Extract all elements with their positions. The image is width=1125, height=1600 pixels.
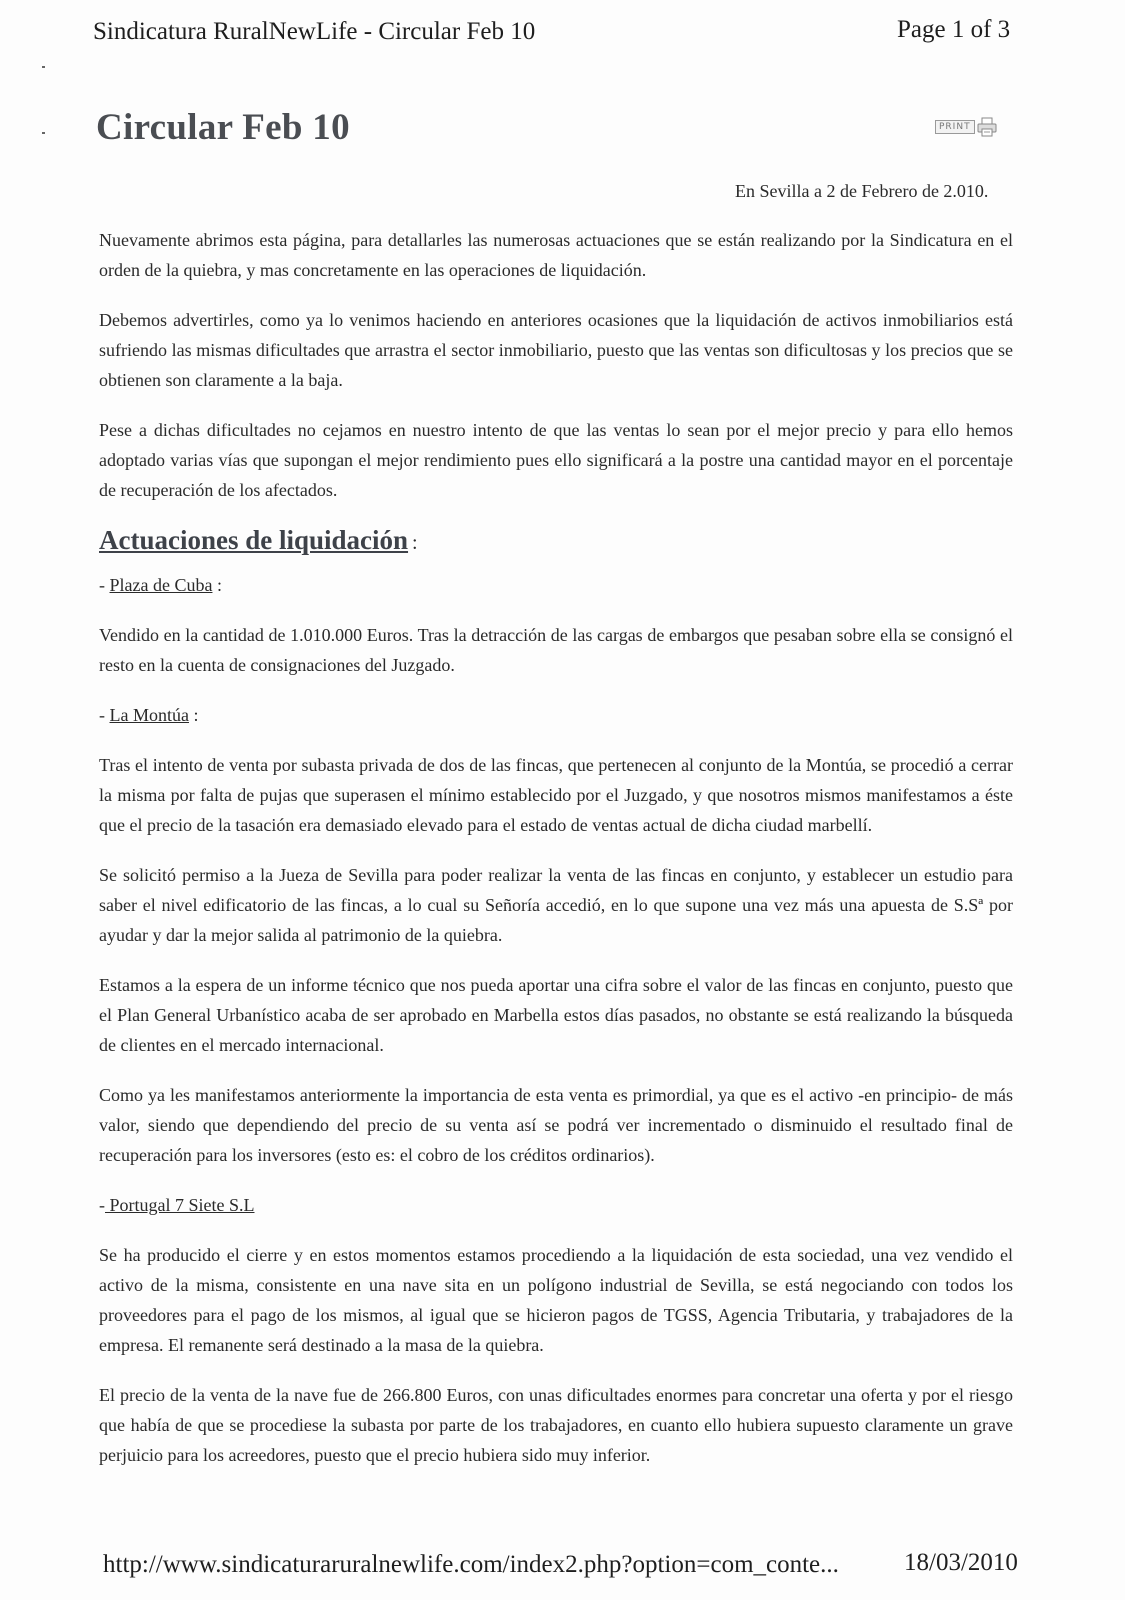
subsection-prefix: - — [99, 575, 110, 595]
printer-icon — [976, 117, 998, 137]
subsection-prefix: - — [99, 705, 110, 725]
article-body — [99, 225, 1013, 1490]
montua-paragraph: Estamos a la espera de un informe técnico que nos pueda aportar una cifra sobre el valor de las fincas en conjunto, puesto que el Plan General Urbanístico acaba de ser aprobado en Marbella estos días pasados, no obstante se está realizando la búsqueda de clientes en el mercado internacional. — [99, 975, 1013, 1055]
montua-paragraph: Se solicitó permiso a la Jueza de Sevilla para poder realizar la venta de las fincas en conjunto, y establecer un estudio para saber el nivel edificatorio de las fincas, a lo cual su Señoría accedió, en lo que supone una vez más una apuesta de S.Sª por ayudar y dar la mejor salida al patrimonio de la quiebra. — [99, 865, 1013, 945]
intro-paragraph: Nuevamente abrimos esta página, para detallarles las numerosas actuaciones que se están realizando por la Sindicatura en el orden de la quiebra, y mas concretamente en las operaciones de liquidación. — [99, 230, 1013, 280]
intro-paragraph: Pese a dichas dificultades no cejamos en nuestro intento de que las ventas lo sean por el mejor precio y para ello hemos adoptado varias vías que supongan el mejor rendimiento pues ello significará a la postre una cantidad mayor en el porcentaje de recuperación de los afectados. — [99, 420, 1013, 500]
print-header-title: Sindicatura RuralNewLife - Circular Feb 10 — [93, 18, 536, 45]
print-button-label: PRINT — [935, 120, 975, 134]
subsection-title: Portugal 7 Siete S.L — [105, 1195, 255, 1215]
section-heading-text: Actuaciones de liquidación — [99, 525, 409, 555]
scan-speck — [42, 132, 45, 134]
montua-paragraph: Como ya les manifestamos anteriormente la importancia de esta venta es primordial, ya que es el activo -en principio- de más valor, siendo que dependiendo del precio de su venta así se podrá ver incrementado o disminuido el resultado final de recuperación para los inversores (esto es: el cobro de los créditos ordinarios). — [99, 1085, 1013, 1165]
scan-speck — [42, 66, 45, 68]
letter-date: En Sevilla a 2 de Febrero de 2.010. — [735, 181, 989, 201]
subsection-portugal-7-siete — [99, 1190, 1013, 1220]
section-heading — [99, 525, 1013, 556]
print-footer-url: http://www.sindicaturaruralnewlife.com/index2.php?option=com_conte... — [103, 1551, 839, 1578]
subsection-suffix: : — [188, 705, 199, 725]
print-footer-date: 18/03/2010 — [904, 1549, 1018, 1576]
print-header-page-number: Page 1 of 3 — [897, 16, 1011, 43]
article-title: Circular Feb 10 — [96, 107, 350, 148]
montua-paragraph: Tras el intento de venta por subasta privada de dos de las fincas, que pertenecen al conjunto de la Montúa, se procedió a cerrar la misma por falta de pujas que superasen el mínimo establecido por el Juzgado, y que nosotros mismos manifestamos a éste que el precio de la tasación era demasiado elevado para el estado de ventas actual de dicha ciudad marbellí. — [99, 755, 1013, 835]
subsection-la-montua — [99, 700, 1013, 730]
print-button[interactable] — [935, 117, 1011, 137]
subsection-suffix: : — [212, 575, 222, 595]
subsection-plaza-de-cuba — [99, 570, 1013, 600]
plaza-paragraph: Vendido en la cantidad de 1.010.000 Euros. Tras la detracción de las cargas de embargos que pesaban sobre ella se consignó el resto en la cuenta de consignaciones del Juzgado. — [99, 625, 1013, 675]
portugal-paragraph: El precio de la venta de la nave fue de 266.800 Euros, con unas dificultades enormes para concretar una oferta y por el riesgo que había de que se procediese la subasta por parte de los trabajadores, en cuanto ello hubiera supuesto claramente un grave perjuicio para los acreedores, puesto que el precio hubiera sido muy inferior. — [99, 1385, 1013, 1465]
subsection-title: La Montúa — [109, 705, 189, 725]
subsection-title: Plaza de Cuba — [109, 575, 213, 595]
section-heading-colon: : — [412, 532, 418, 554]
subsection-prefix: - — [99, 1195, 105, 1215]
portugal-paragraph: Se ha producido el cierre y en estos momentos estamos procediendo a la liquidación de esta sociedad, una vez vendido el activo de la misma, consistente en una nave sita en un polígono industrial de Sevilla, se está negociando con todos los proveedores para el pago de los mismos, al igual que se hicieron pagos de TGSS, Agencia Tributaria, y trabajadores de la empresa. El remanente será destinado a la masa de la quiebra. — [99, 1245, 1013, 1355]
intro-paragraph: Debemos advertirles, como ya lo venimos haciendo en anteriores ocasiones que la liquidación de activos inmobiliarios está sufriendo las mismas dificultades que arrastra el sector inmobiliario, puesto que las ventas son dificultosas y los precios que se obtienen son claramente a la baja. — [99, 310, 1013, 390]
